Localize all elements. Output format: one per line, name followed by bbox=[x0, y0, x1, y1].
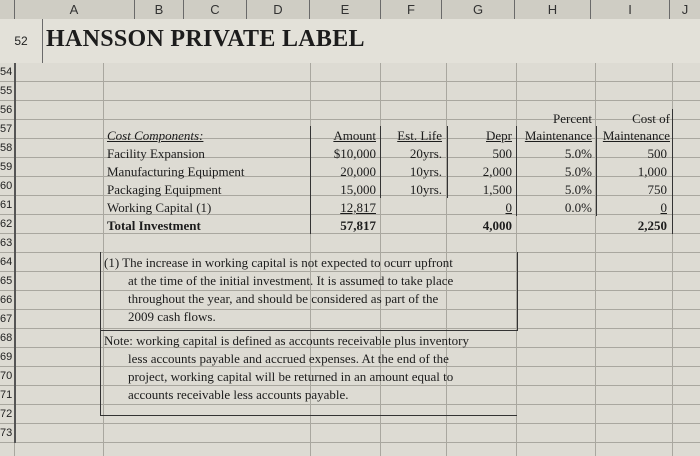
cost-cell[interactable]: 1,000 bbox=[637, 164, 667, 179]
life-block-border bbox=[380, 126, 448, 198]
footnote-line[interactable]: at the time of the initial investment. It is assumed to take place bbox=[128, 273, 454, 288]
pct-cell[interactable]: 5.0% bbox=[564, 182, 592, 197]
row-header[interactable]: 54 bbox=[0, 63, 16, 82]
depr-cell[interactable]: 1,500 bbox=[482, 182, 512, 197]
maintenance-cost-header[interactable]: Maintenance bbox=[602, 128, 670, 143]
row-header[interactable]: 62 bbox=[0, 215, 16, 234]
row-header[interactable]: 61 bbox=[0, 196, 16, 215]
column-header-bar bbox=[0, 0, 700, 20]
percent-header[interactable]: Percent bbox=[553, 111, 592, 126]
row-header-52[interactable]: 52 bbox=[0, 19, 43, 63]
row-header[interactable]: 55 bbox=[0, 82, 16, 101]
depr-cell[interactable]: 500 bbox=[492, 146, 512, 161]
maintenance-pct-header[interactable]: Maintenance bbox=[524, 128, 592, 143]
cost-cell[interactable]: 750 bbox=[647, 182, 667, 197]
row-header[interactable]: 59 bbox=[0, 158, 16, 177]
total-amount[interactable]: 57,817 bbox=[340, 218, 376, 233]
row-label[interactable]: Packaging Equipment bbox=[107, 182, 222, 197]
row-header[interactable]: 70 bbox=[0, 367, 16, 386]
row-header[interactable]: 60 bbox=[0, 177, 16, 196]
sheet-title[interactable]: HANSSON PRIVATE LABEL bbox=[46, 26, 365, 52]
row-header[interactable]: 66 bbox=[0, 291, 16, 310]
row-header[interactable]: 72 bbox=[0, 405, 16, 424]
row-header[interactable]: 73 bbox=[0, 424, 16, 443]
est-life-header[interactable]: Est. Life bbox=[397, 128, 442, 143]
row-header[interactable]: 57 bbox=[0, 120, 16, 139]
row-header[interactable]: 63 bbox=[0, 234, 16, 253]
amount-cell[interactable]: $10,000 bbox=[333, 146, 376, 161]
note-line[interactable]: less accounts payable and accrued expenses. At the end of the bbox=[128, 351, 449, 366]
amount-cell[interactable]: 15,000 bbox=[340, 182, 376, 197]
grid-line bbox=[0, 442, 700, 443]
column-header-e[interactable]: E bbox=[310, 0, 381, 19]
depr-header[interactable]: Depr bbox=[486, 128, 512, 143]
footnote-line[interactable]: throughout the year, and should be considered as part of the bbox=[128, 291, 439, 306]
row-header[interactable]: 71 bbox=[0, 386, 16, 405]
row-label[interactable]: Working Capital (1) bbox=[107, 200, 212, 215]
grid-line bbox=[0, 81, 700, 82]
column-header-d[interactable]: D bbox=[247, 0, 310, 19]
depr-cell[interactable]: 2,000 bbox=[482, 164, 512, 179]
row-header[interactable]: 65 bbox=[0, 272, 16, 291]
total-cost[interactable]: 2,250 bbox=[637, 218, 667, 233]
grid-line bbox=[0, 100, 700, 101]
life-cell[interactable]: 10yrs. bbox=[409, 182, 442, 197]
pct-cell[interactable]: 5.0% bbox=[564, 164, 592, 179]
amount-cell[interactable]: 12,817 bbox=[340, 200, 376, 215]
row-header[interactable]: 58 bbox=[0, 139, 16, 158]
depr-cell[interactable]: 0 bbox=[505, 200, 512, 215]
cost-cell[interactable]: 500 bbox=[647, 146, 667, 161]
amount-cell[interactable]: 20,000 bbox=[340, 164, 376, 179]
note-line[interactable]: Note: working capital is defined as accounts receivable plus inventory bbox=[104, 333, 469, 348]
row-label[interactable]: Manufacturing Equipment bbox=[107, 164, 245, 179]
grid-line bbox=[0, 423, 700, 424]
row-header[interactable]: 68 bbox=[0, 329, 16, 348]
cost-components-header[interactable]: Cost Components: bbox=[107, 128, 204, 143]
total-label[interactable]: Total Investment bbox=[107, 218, 201, 233]
life-cell[interactable]: 10yrs. bbox=[409, 164, 442, 179]
column-header-g[interactable]: G bbox=[442, 0, 515, 19]
life-cell[interactable]: 20yrs. bbox=[409, 146, 442, 161]
select-all-corner[interactable] bbox=[0, 0, 15, 19]
column-header-c[interactable]: C bbox=[184, 0, 247, 19]
note-line[interactable]: project, working capital will be returned in an amount equal to bbox=[128, 369, 454, 384]
footnote-line[interactable]: 2009 cash flows. bbox=[128, 309, 216, 324]
row-header[interactable]: 69 bbox=[0, 348, 16, 367]
pct-cell[interactable]: 0.0% bbox=[564, 200, 592, 215]
column-header-b[interactable]: B bbox=[135, 0, 184, 19]
total-depr[interactable]: 4,000 bbox=[482, 218, 512, 233]
cost-block-border bbox=[103, 126, 311, 234]
cost-of-header[interactable]: Cost of bbox=[632, 111, 670, 126]
row-header[interactable]: 56 bbox=[0, 101, 16, 120]
column-header-f[interactable]: F bbox=[381, 0, 442, 19]
pct-cell[interactable]: 5.0% bbox=[564, 146, 592, 161]
column-header-h[interactable]: H bbox=[515, 0, 591, 19]
row-header[interactable]: 64 bbox=[0, 253, 16, 272]
amount-header[interactable]: Amount bbox=[333, 128, 376, 143]
cost-col-border bbox=[595, 109, 673, 234]
pct-block-border bbox=[516, 126, 597, 216]
footnote-line[interactable]: (1) The increase in working capital is not expected to ocurr upfront bbox=[104, 255, 453, 270]
column-header-i[interactable]: I bbox=[591, 0, 670, 19]
column-header-j[interactable]: J bbox=[681, 2, 689, 17]
note-line[interactable]: accounts receivable less accounts payable. bbox=[128, 387, 349, 402]
cost-cell[interactable]: 0 bbox=[660, 200, 667, 215]
column-header-a[interactable]: A bbox=[14, 0, 135, 19]
row-header[interactable]: 67 bbox=[0, 310, 16, 329]
row-label[interactable]: Facility Expansion bbox=[107, 146, 205, 161]
